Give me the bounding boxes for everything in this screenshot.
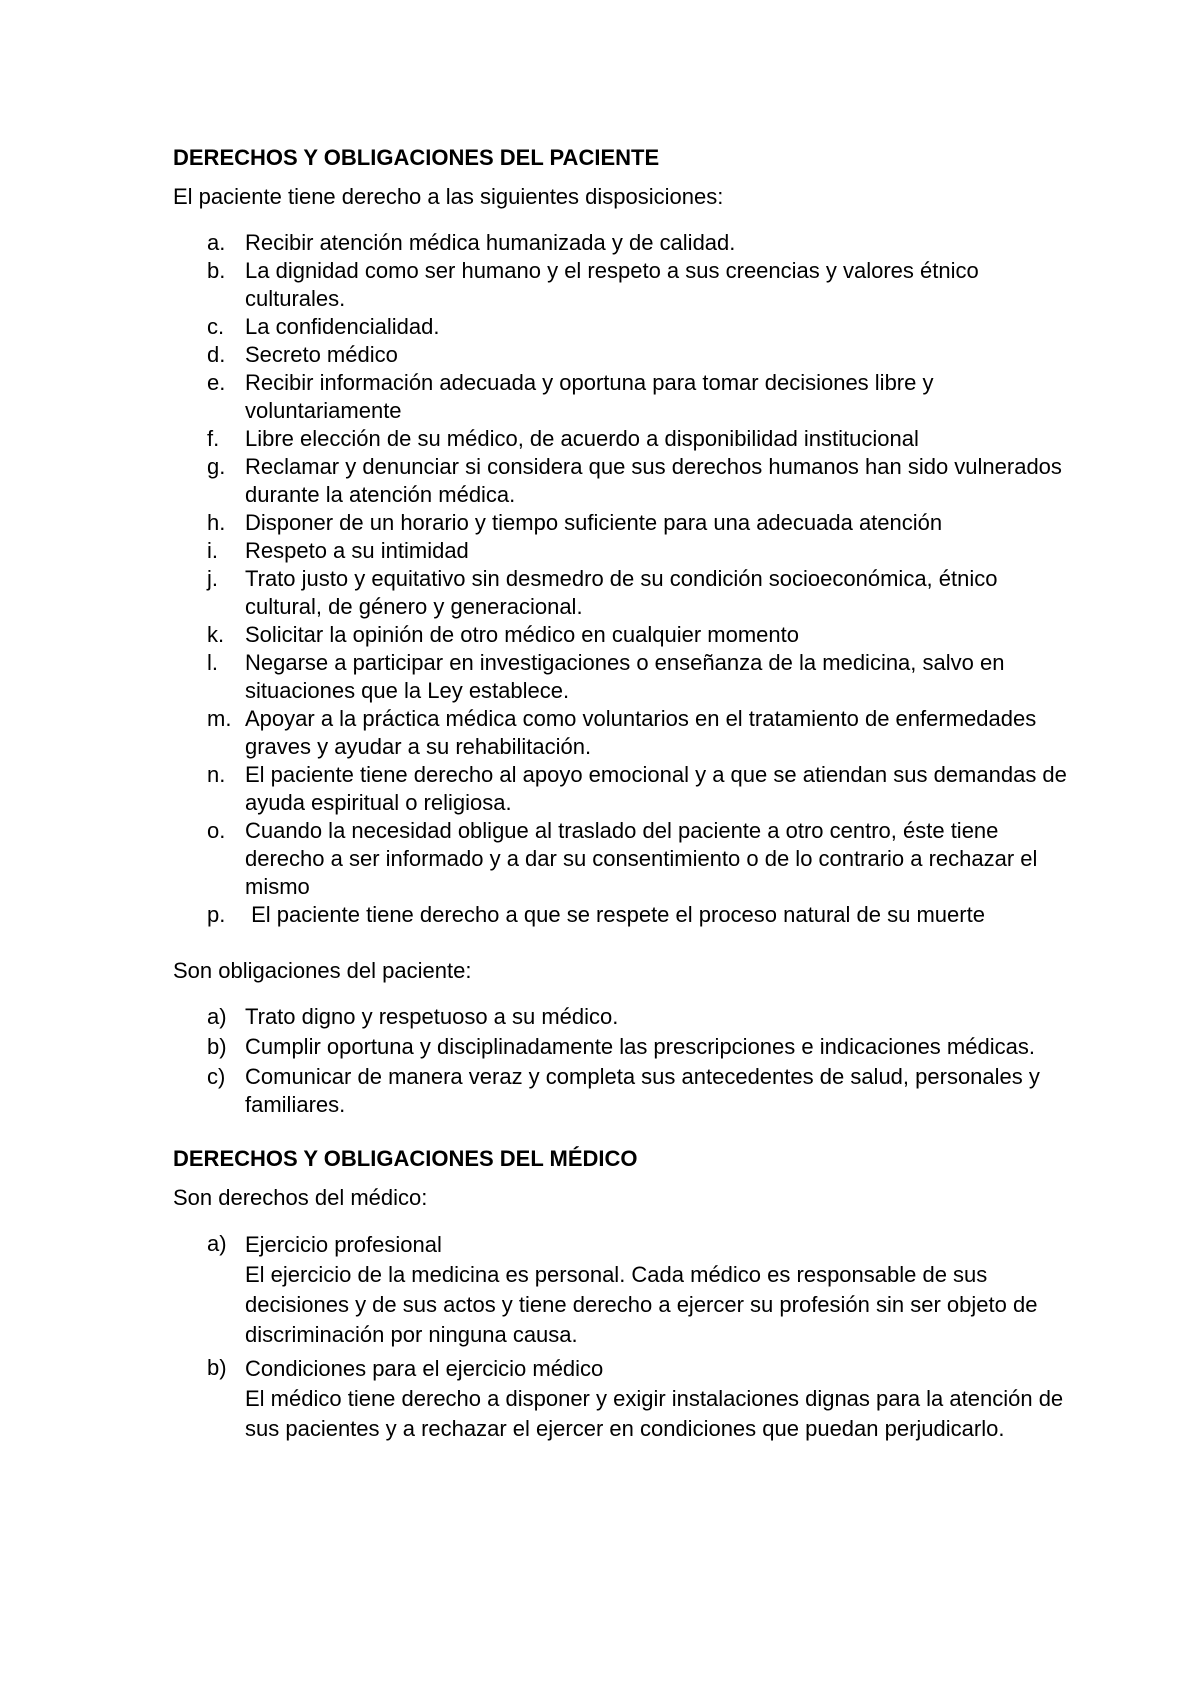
list-item [173, 425, 1073, 453]
list-item [173, 901, 1073, 929]
list-item [173, 341, 1073, 369]
list-item-text: Respeto a su intimidad [245, 538, 469, 563]
list-item-text: El paciente tiene derecho a que se respete el proceso natural de su muerte [245, 902, 985, 927]
list-marker: h. [207, 510, 226, 535]
list-item [173, 649, 1073, 705]
list-item-text: El paciente tiene derecho al apoyo emocional y a que se atiendan sus demandas de ayuda espiritual o religiosa. [245, 762, 1067, 815]
list-item [173, 313, 1073, 341]
list-item-text: Cuando la necesidad obligue al traslado del paciente a otro centro, éste tiene derecho a ser informado y a dar su consentimiento o de lo contrario a rechazar el mismo [245, 818, 1038, 899]
spacer [173, 1121, 1073, 1141]
list-item-text: Reclamar y denunciar si considera que sus derechos humanos han sido vulnerados durante la atención médica. [245, 454, 1062, 507]
list-item-text: La dignidad como ser humano y el respeto a sus creencias y valores étnico culturales. [245, 258, 979, 311]
section-heading-paciente: DERECHOS Y OBLIGACIONES DEL PACIENTE [173, 145, 660, 170]
spacer [173, 929, 1073, 957]
list-marker: g. [207, 454, 226, 479]
list-marker: n. [207, 762, 226, 787]
list-marker: p. [207, 902, 226, 927]
list-item-detail: El ejercicio de la medicina es personal. Cada médico es responsable de sus decisiones y de sus actos y tiene derecho a ejercer su profesión sin ser objeto de discriminación por ninguna causa. [245, 1262, 1038, 1347]
list-item-text: Trato digno y respetuoso a su médico. [245, 1004, 619, 1029]
doctor-rights-list [173, 1230, 1073, 1444]
list-item-text: Comunicar de manera veraz y completa sus antecedentes de salud, personales y familiares. [245, 1064, 1040, 1117]
list-item-text: Recibir información adecuada y oportuna para tomar decisiones libre y voluntariamente [245, 370, 934, 423]
list-item-text: Libre elección de su médico, de acuerdo a disponibilidad institucional [245, 426, 919, 451]
list-marker: e. [207, 370, 226, 395]
list-item [173, 1354, 1073, 1444]
list-item [173, 369, 1073, 425]
list-item [173, 1003, 1073, 1031]
list-item-detail: El médico tiene derecho a disponer y exigir instalaciones dignas para la atención de sus pacientes y a rechazar el ejercer en condiciones que puedan perjudicarlo. [245, 1386, 1064, 1441]
list-item [173, 509, 1073, 537]
rights-intro-medico: Son derechos del médico: [173, 1185, 428, 1210]
list-marker: i. [207, 538, 218, 563]
list-item [173, 229, 1073, 257]
list-item [173, 1063, 1073, 1119]
list-marker: m. [207, 706, 232, 731]
document-page [173, 140, 1073, 1448]
list-marker: b) [207, 1034, 227, 1059]
list-item-text: Disponer de un horario y tiempo suficiente para una adecuada atención [245, 510, 943, 535]
list-item-text: Cumplir oportuna y disciplinadamente las prescripciones e indicaciones médicas. [245, 1034, 1035, 1059]
list-item-title: Ejercicio profesional [245, 1232, 442, 1257]
list-item-text: Secreto médico [245, 342, 398, 367]
list-item [173, 1230, 1073, 1350]
list-item [173, 537, 1073, 565]
list-marker: f. [207, 426, 220, 451]
list-item [173, 761, 1073, 817]
list-item-text: Apoyar a la práctica médica como voluntarios en el tratamiento de enfermedades graves y ayudar a su rehabilitación. [245, 706, 1037, 759]
list-item-text: Solicitar la opinión de otro médico en cualquier momento [245, 622, 799, 647]
list-marker: c) [207, 1064, 226, 1089]
obligations-intro-paciente: Son obligaciones del paciente: [173, 958, 472, 983]
list-marker: a) [207, 1231, 227, 1256]
list-marker: b. [207, 258, 226, 283]
list-item [173, 621, 1073, 649]
list-item [173, 257, 1073, 313]
list-item [173, 1033, 1073, 1061]
list-marker: d. [207, 342, 226, 367]
list-marker: c. [207, 314, 225, 339]
list-marker: b) [207, 1355, 227, 1380]
list-marker: j. [207, 566, 218, 591]
patient-obligations-list [173, 1003, 1073, 1119]
list-marker: o. [207, 818, 226, 843]
list-item [173, 705, 1073, 761]
rights-intro-paciente: El paciente tiene derecho a las siguientes disposiciones: [173, 184, 724, 209]
list-item [173, 565, 1073, 621]
list-item [173, 453, 1073, 509]
list-item-title: Condiciones para el ejercicio médico [245, 1356, 604, 1381]
list-item-text: Recibir atención médica humanizada y de calidad. [245, 230, 736, 255]
list-marker: k. [207, 622, 225, 647]
list-item [173, 817, 1073, 901]
list-item-text: Negarse a participar en investigaciones o enseñanza de la medicina, salvo en situaciones que la Ley establece. [245, 650, 1005, 703]
list-marker: l. [207, 650, 218, 675]
patient-rights-list [173, 229, 1073, 929]
list-item-text: La confidencialidad. [245, 314, 440, 339]
section-heading-medico: DERECHOS Y OBLIGACIONES DEL MÉDICO [173, 1146, 638, 1171]
list-item-text: Trato justo y equitativo sin desmedro de su condición socioeconómica, étnico cultural, de género y generacional. [245, 566, 998, 619]
list-marker: a. [207, 230, 226, 255]
list-marker: a) [207, 1004, 227, 1029]
